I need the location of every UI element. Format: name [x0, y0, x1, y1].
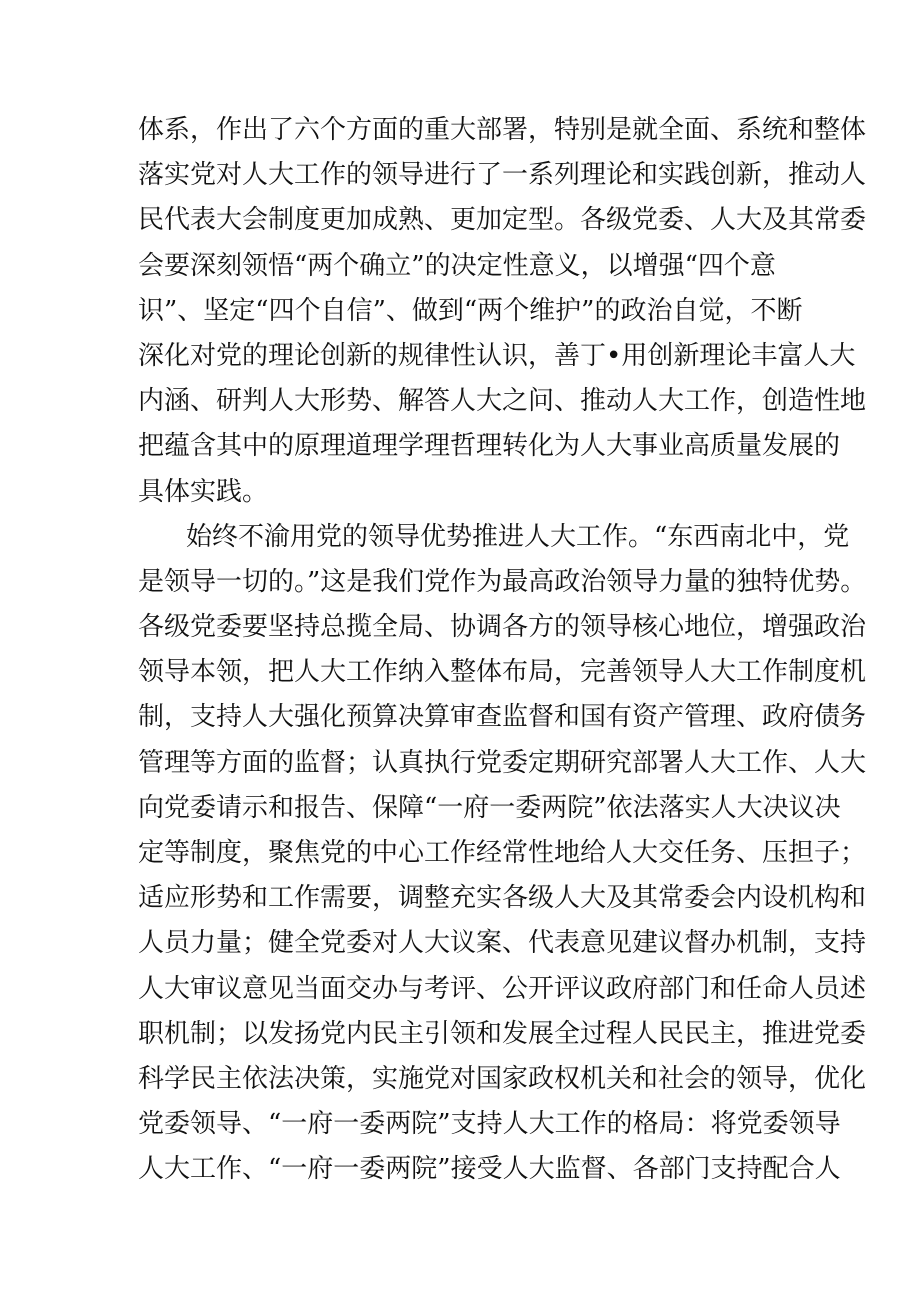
paragraph-1-line: 体系，作出了六个方面的重大部署，特别是就全面、系统和整体 [138, 115, 867, 145]
paragraph-1-line: 内涵、研判人大形势、解答人大之问、推动人大工作，创造性地 [138, 386, 867, 417]
paragraph-2-line: 人大工作、“一府一委两院”接受人大监督、各部门支持配合人 [138, 1154, 841, 1185]
paragraph-1-line: 会要深刻领悟“两个确立”的决定性意义，以增强“四个意 [138, 250, 776, 281]
paragraph-2-line: 领导本领，把人大工作纳入整体布局，完善领导人大工作制度机 [138, 657, 867, 688]
paragraph-2-line: 职机制；以发扬党内民主引领和发展全过程人民民主，推进党委 [138, 1018, 867, 1049]
paragraph-2-line: 适应形势和工作需要，调整充实各级人大及其常委会内设机构和 [138, 883, 867, 914]
paragraph-1-line: 具体实践。 [138, 476, 269, 507]
paragraph-2-line: 人员力量；健全党委对人大议案、代表意见建议督办机制，支持 [138, 928, 867, 959]
paragraph-2-line: 始终不渝用党的领导优势推进人大工作。“东西南北中，党 [186, 521, 850, 552]
paragraph-2-line: 制，支持人大强化预算决算审查监督和国有资产管理、政府债务 [138, 702, 867, 733]
paragraph-2-line: 定等制度，聚焦党的中心工作经常性地给人大交任务、压担子； [138, 838, 867, 868]
paragraph-2-line: 各级党委要坚持总揽全局、协调各方的领导核心地位，增强政治 [138, 612, 867, 643]
paragraph-1-line: 深化对党的理论创新的规律性认识，善丁•用创新理论丰富人大 [138, 340, 856, 371]
paragraph-2-line: 是领导一切的。”这是我们党作为最高政治领导力量的独特优势。 [138, 566, 867, 597]
paragraph-2-line: 科学民主依法决策，实施党对国家政权机关和社会的领导，优化 [138, 1063, 867, 1094]
paragraph-2-line: 人大审议意见当面交办与考评、公开评议政府部门和任命人员述 [138, 973, 867, 1004]
document-body [138, 108, 867, 1193]
paragraph-1-line: 识”、坚定“四个自信”、做到“两个维护”的政治自觉，不断 [138, 295, 803, 326]
paragraph-1-line: 民代表大会制度更加成熟、更加定型。各级党委、人大及其常委 [138, 205, 867, 236]
paragraph-2-line: 管理等方面的监督；认真执行党委定期研究部署人大工作、人大 [138, 747, 867, 778]
paragraph-2 [138, 515, 867, 1193]
paragraph-1 [138, 108, 867, 515]
paragraph-2-line: 向党委请示和报告、保障“一府一委两院”依法落实人大决议决 [138, 792, 841, 823]
paragraph-2-line: 党委领导、“一府一委两院”支持人大工作的格局：将党委领导 [138, 1109, 841, 1140]
paragraph-1-line: 把蕴含其中的原理道理学理哲理转化为人大事业高质量发展的 [138, 431, 841, 462]
paragraph-1-line: 落实党对人大工作的领导进行了一系列理论和实践创新，推动人 [138, 160, 867, 191]
